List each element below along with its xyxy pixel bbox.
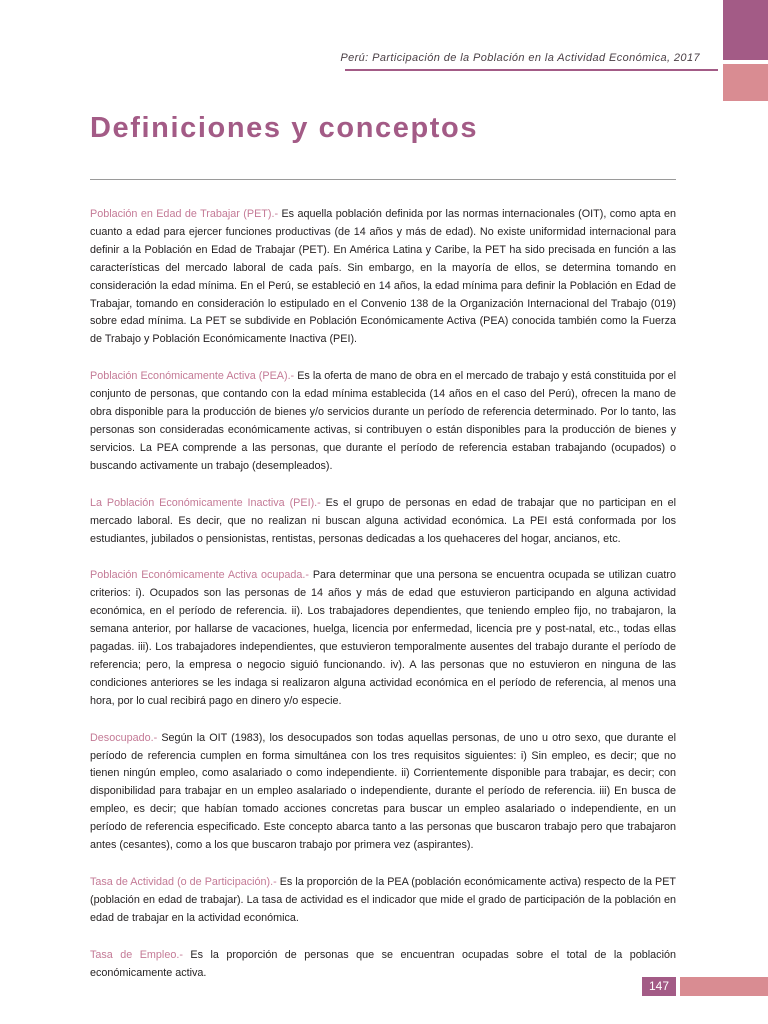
term-pea: Población Económicamente Activa (PEA).- (90, 370, 295, 383)
definition-text: Es el grupo de personas en edad de trabajar que no participan en el mercado laboral. Es decir, que no realizan ni buscan alguna actividad económica. La PEI está conformada por los estudiantes, jubilados o pensionistas, rentistas, personas dedicadas a los quehaceres del hogar, ancianos, etc. (90, 496, 677, 545)
definition-desocupado (90, 730, 676, 855)
term-pet: Población en Edad de Trabajar (PET).- (90, 208, 279, 220)
title-divider (90, 179, 676, 180)
definition-text: Según la OIT (1983), los desocupados son todas aquellas personas, de uno u otro sexo, que durante el período de referencia cumplen en forma simultánea con los tres requisitos siguientes: i) Sin empleo, es decir; que no tienen ningún empleo, como asalariado o como independiente. ii) Corrientemente disponible para trabajar, es decir; con disponibilidad para trabajar en un empleo asalariado o independiente, durante el período de referencia. iii) En busca de empleo, es decir; que habían tomado acciones concretas para buscar un empleo asalariado o independiente, en un período de referencia especificado. Este concepto abarca tanto a las personas que buscaron trabajo pero que trabajaron antes (cesantes), como a los que buscaron trabajo por primera vez (aspirantes). (90, 731, 676, 852)
term-desocupado: Desocupado.- (90, 731, 158, 744)
term-tasa-actividad: Tasa de Actividad (o de Participación).- (90, 876, 277, 888)
definition-tasa-actividad (90, 874, 676, 928)
definition-text: Es la proporción de personas que se encuentran ocupadas sobre el total de la población económicamente activa. (90, 948, 676, 979)
definition-pea-ocupada (90, 567, 676, 710)
definition-text: Para determinar que una persona se encuentra ocupada se utilizan cuatro criterios: i). Ocupados son las personas de 14 años y más de edad que estuvieron participando en alguna actividad económica, en el período de referencia. ii). Los trabajadores dependientes, que teniendo empleo fijo, no trabajaron, la semana anterior, por hallarse de vacaciones, huelga, licencia por enfermedad, licencia pre y post-natal, etc., todas ellas pagadas. iii). Los trabajadores independientes, que estuvieron temporalmente ausentes del trabajo durante el período de referencia; pero, la empresa o negocio siguió funcionando. iv). A las personas que no estuvieron en ninguna de las condiciones anteriores se les indaga si realizaron alguna actividad económica en el período de referencia, al menos una hora, por lo cual recibirá pago en dinero y/o especie. (90, 569, 677, 707)
running-header-title: Perú: Participación de la Población en la Actividad Económica, 2017 (340, 52, 700, 64)
definition-tasa-empleo (90, 947, 676, 983)
term-pea-ocupada: Población Económicamente Activa ocupada.- (90, 569, 310, 582)
side-accent-block (723, 64, 768, 101)
definition-pea (90, 368, 676, 475)
definition-text: Es aquella población definida por las normas internacionales (OIT), como apta en cuanto a edad para ejercer funciones productivas (de 14 años y más de edad). No existe uniformidad internacional para definir a la Población en Edad de Trabajar (PET). En América Latina y Caribe, la PET ha sido precisada en función a las características del mercado laboral de cada país. Sin embargo, en la mayoría de ellos, se determina tomando en consideración la edad mínima. En el Perú, se estableció en 14 años, la edad mínima para definir la Población en Edad de Trabajar, tomando en consideración lo estipulado en el Convenio 138 de la Organización Internacional del Trabajo (019) sobre edad mínima. La PET se subdivide en Población Económicamente Activa (PEA) conocida también como la Fuerza de Trabajo y Población Económicamente Inactiva (PEI). (90, 208, 676, 346)
footer-accent-bar (680, 977, 768, 996)
definition-pei (90, 495, 676, 549)
page-title: Definiciones y conceptos (90, 112, 479, 144)
term-tasa-empleo: Tasa de Empleo.- (90, 948, 183, 961)
term-pei: La Población Económicamente Inactiva (PEI).- (90, 496, 321, 509)
corner-accent-block (723, 0, 768, 60)
page-number: 147 (642, 977, 676, 996)
definitions-body (90, 206, 676, 1002)
definition-text: Es la proporción de la PEA (población económicamente activa) respecto de la PET (población en edad de trabajar). La tasa de actividad es el indicador que mide el grado de participación de la población en edad de trabajar en la actividad económica. (90, 876, 676, 924)
definition-pet (90, 206, 676, 349)
definition-text: Es la oferta de mano de obra en el mercado de trabajo y está constituida por el conjunto de personas, que contando con la edad mínima establecida (14 años en el caso del Perú), ofrecen la mano de obra disponible para la producción de bienes y/o servicios durante un período de referencia determinado. Por lo tanto, las personas son consideradas económicamente activas, si contribuyen o están disponibles para la producción de bienes y servicios. La PEA comprende a las personas, que durante el período de referencia estaban trabajando (ocupados) o buscando activamente un trabajo (desempleados). (90, 370, 676, 472)
